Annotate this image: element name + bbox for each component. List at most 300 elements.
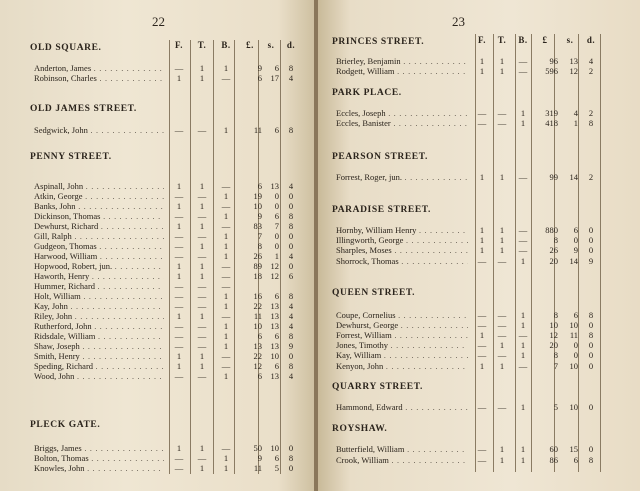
cell-s: 0 — [573, 340, 578, 350]
resident-name: Shorrock, Thomas . . . — [336, 256, 468, 267]
cell-f: — — [174, 291, 184, 301]
cell-b: 1 — [223, 321, 229, 331]
cell-b: — — [518, 56, 528, 66]
cell-s: 0 — [274, 231, 279, 241]
cell-d: 0 — [288, 463, 294, 473]
table-row — [0, 201, 316, 211]
cell-f: 1 — [176, 73, 182, 83]
cell-d: 8 — [288, 291, 294, 301]
cell-d: 0 — [588, 361, 594, 371]
resident-name: Anderton, James . . . — [34, 63, 164, 74]
cell-f: — — [174, 341, 184, 351]
cell-b: — — [221, 201, 231, 211]
cell-t: 1 — [199, 361, 205, 371]
cell-s: 1 — [274, 251, 279, 261]
cell-t: 1 — [199, 201, 205, 211]
cell-l: 880 — [545, 225, 558, 235]
section-title: PRINCES STREET. — [332, 37, 425, 47]
resident-name: Harwood, William . . . — [34, 251, 164, 262]
cell-f: 1 — [479, 225, 485, 235]
resident-name: Dickinson, Thomas . . . — [34, 211, 164, 222]
cell-l: 22 — [253, 351, 262, 361]
cell-t: — — [197, 453, 207, 463]
cell-l: 10 — [549, 320, 558, 330]
cell-l: 6 — [257, 331, 262, 341]
cell-t: — — [197, 341, 207, 351]
table-row — [0, 291, 316, 301]
cell-s: 0 — [274, 201, 279, 211]
table-row — [0, 341, 316, 351]
cell-l: 6 — [257, 371, 262, 381]
table-row — [0, 125, 316, 135]
cell-d: 9 — [588, 256, 594, 266]
table-row — [0, 301, 316, 311]
cell-s: 14 — [569, 172, 578, 182]
cell-l: 9 — [257, 211, 262, 221]
cell-b: 1 — [520, 320, 526, 330]
section-title: OLD SQUARE. — [30, 43, 102, 53]
cell-t: 1 — [499, 56, 505, 66]
cell-f: 1 — [176, 201, 182, 211]
cell-d: 8 — [288, 221, 294, 231]
cell-b: 1 — [520, 455, 526, 465]
cell-f: — — [477, 350, 487, 360]
table-row — [0, 463, 316, 473]
cell-f: 1 — [176, 261, 182, 271]
cell-t: — — [197, 301, 207, 311]
cell-f: 1 — [176, 361, 182, 371]
table-row — [0, 331, 316, 341]
cell-f: — — [174, 125, 184, 135]
section-title: OLD JAMES STREET. — [30, 104, 137, 114]
cell-b: 1 — [223, 453, 229, 463]
cell-d: 8 — [288, 331, 294, 341]
cell-s: 9 — [573, 245, 578, 255]
cell-t: — — [197, 125, 207, 135]
cell-l: 7 — [553, 361, 558, 371]
cell-f: 1 — [479, 56, 485, 66]
cell-s: 13 — [270, 181, 279, 191]
cell-l: 11 — [253, 311, 262, 321]
cell-b: 1 — [223, 241, 229, 251]
table-row — [0, 311, 316, 321]
table-row — [0, 211, 316, 221]
resident-name: Illingworth, George . . . — [336, 235, 468, 246]
cell-f: — — [174, 453, 184, 463]
cell-d: 8 — [288, 63, 294, 73]
cell-l: 6 — [257, 181, 262, 191]
cell-s: 10 — [270, 351, 279, 361]
cell-d: 0 — [588, 402, 594, 412]
cell-l: 12 — [253, 361, 262, 371]
cell-d: 8 — [288, 125, 294, 135]
resident-name: Jones, Timothy . . . — [336, 340, 468, 351]
cell-l: 10 — [253, 201, 262, 211]
cell-d: 4 — [288, 73, 294, 83]
cell-l: 418 — [545, 118, 558, 128]
cell-f: 1 — [479, 235, 485, 245]
cell-s: 6 — [274, 331, 279, 341]
resident-name: Butterfield, William . . . — [336, 444, 468, 455]
cell-l: 8 — [553, 350, 558, 360]
resident-name: Kenyon, John . . . — [336, 361, 468, 372]
table-row — [318, 108, 640, 118]
cell-b: 1 — [223, 291, 229, 301]
section-title: PLECK GATE. — [30, 420, 101, 430]
cell-f: — — [477, 402, 487, 412]
cell-f: 1 — [176, 311, 182, 321]
cell-f: 1 — [479, 172, 485, 182]
cell-b: 1 — [223, 211, 229, 221]
cell-d: 4 — [288, 321, 294, 331]
table-row — [318, 256, 640, 266]
cell-s: 6 — [274, 63, 279, 73]
section-title: QUARRY STREET. — [332, 382, 423, 392]
cell-d: 2 — [588, 108, 594, 118]
cell-l: 11 — [253, 125, 262, 135]
section-title: ROYSHAW. — [332, 424, 388, 434]
cell-d: 0 — [588, 444, 594, 454]
cell-d: 2 — [588, 66, 594, 76]
resident-name: Robinson, Charles . . . — [34, 73, 164, 84]
cell-t: 1 — [199, 241, 205, 251]
cell-f: — — [477, 320, 487, 330]
cell-b: 1 — [223, 251, 229, 261]
cell-t: — — [197, 371, 207, 381]
resident-name: Wood, John . . . — [34, 371, 164, 382]
resident-name: Bolton, Thomas . . . — [34, 453, 164, 464]
cell-d: 8 — [288, 361, 294, 371]
table-row — [318, 235, 640, 245]
table-row — [0, 371, 316, 381]
cell-b: 1 — [223, 371, 229, 381]
cell-t: — — [497, 118, 507, 128]
cell-b: 1 — [223, 301, 229, 311]
resident-name: Kay, John . . . — [34, 301, 164, 312]
cell-b: 1 — [520, 256, 526, 266]
section-title: PARADISE STREET. — [332, 205, 431, 215]
cell-d: 0 — [588, 350, 594, 360]
table-row — [0, 361, 316, 371]
table-row — [318, 320, 640, 330]
cell-f: — — [174, 231, 184, 241]
cell-s: 0 — [274, 241, 279, 251]
resident-name: Eccles, Banister . . . — [336, 118, 468, 129]
cell-t: 1 — [199, 311, 205, 321]
section-title: PARK PLACE. — [332, 88, 402, 98]
cell-b: 1 — [520, 350, 526, 360]
cell-l: 319 — [545, 108, 558, 118]
cell-s: 0 — [274, 191, 279, 201]
resident-name: Haworth, Henry . . . — [34, 271, 164, 282]
cell-t: 1 — [199, 63, 205, 73]
cell-l: 83 — [253, 221, 262, 231]
cell-t: 1 — [499, 225, 505, 235]
column-header-d: d. — [586, 35, 596, 45]
cell-f: 1 — [176, 271, 182, 281]
table-row — [0, 63, 316, 73]
cell-l: 26 — [549, 245, 558, 255]
cell-t: 1 — [499, 245, 505, 255]
table-row — [0, 73, 316, 83]
cell-s: 12 — [569, 66, 578, 76]
cell-l: 96 — [549, 56, 558, 66]
cell-b: — — [518, 245, 528, 255]
resident-name: Sedgwick, John . . . — [34, 125, 164, 136]
table-row — [0, 453, 316, 463]
cell-l: 13 — [253, 341, 262, 351]
cell-f: — — [477, 340, 487, 350]
table-row — [318, 361, 640, 371]
resident-name: Hopwood, Robert, jun. . . . — [34, 261, 164, 272]
resident-name: Eccles, Joseph . . . — [336, 108, 468, 119]
cell-f: — — [477, 118, 487, 128]
cell-l: 20 — [549, 340, 558, 350]
cell-f: — — [477, 108, 487, 118]
cell-t: 1 — [199, 271, 205, 281]
cell-s: 0 — [573, 235, 578, 245]
cell-s: 1 — [573, 118, 578, 128]
table-row — [318, 66, 640, 76]
cell-b: — — [221, 361, 231, 371]
cell-t: 1 — [199, 261, 205, 271]
cell-f: — — [174, 63, 184, 73]
cell-d: 2 — [588, 172, 594, 182]
table-row — [0, 281, 316, 291]
cell-t: 1 — [499, 66, 505, 76]
cell-d: 0 — [588, 225, 594, 235]
cell-s: 5 — [274, 463, 279, 473]
resident-name: Riley, John . . . — [34, 311, 164, 322]
cell-t: 1 — [199, 181, 205, 191]
cell-t: — — [197, 211, 207, 221]
cell-b: 1 — [223, 341, 229, 351]
cell-d: 9 — [288, 341, 294, 351]
cell-l: 596 — [545, 66, 558, 76]
resident-name: Briggs, James . . . — [34, 443, 164, 454]
cell-d: 4 — [288, 301, 294, 311]
cell-l: 50 — [253, 443, 262, 453]
cell-l: 6 — [257, 73, 262, 83]
cell-t: 1 — [199, 463, 205, 473]
resident-name: Smith, Henry . . . — [34, 351, 164, 362]
cell-l: 7 — [257, 231, 262, 241]
cell-d: 0 — [288, 261, 294, 271]
cell-t: 1 — [199, 443, 205, 453]
cell-f: — — [174, 251, 184, 261]
cell-s: 13 — [270, 301, 279, 311]
cell-d: 0 — [588, 320, 594, 330]
cell-s: 13 — [270, 371, 279, 381]
cell-d: 0 — [288, 231, 294, 241]
cell-l: 19 — [253, 191, 262, 201]
cell-t: — — [197, 231, 207, 241]
cell-b: — — [518, 172, 528, 182]
cell-t: — — [197, 291, 207, 301]
table-row — [0, 251, 316, 261]
cell-t: 1 — [499, 235, 505, 245]
cell-t: — — [497, 330, 507, 340]
cell-l: 99 — [549, 172, 558, 182]
column-header-f: F. — [175, 40, 183, 50]
cell-s: 13 — [569, 56, 578, 66]
cell-t: 1 — [199, 73, 205, 83]
table-row — [318, 118, 640, 128]
cell-t: 1 — [499, 172, 505, 182]
cell-b: — — [518, 330, 528, 340]
table-row — [0, 321, 316, 331]
cell-d: 6 — [288, 271, 294, 281]
cell-t: 1 — [499, 361, 505, 371]
section-title: QUEEN STREET. — [332, 288, 416, 298]
column-header-l: £. — [246, 40, 254, 50]
cell-l: 22 — [253, 301, 262, 311]
cell-t: 1 — [199, 221, 205, 231]
resident-name: Ridsdale, William . . . — [34, 331, 164, 342]
cell-d: 8 — [288, 453, 294, 463]
resident-name: Knowles, John . . . — [34, 463, 164, 474]
cell-b: — — [221, 181, 231, 191]
cell-f: — — [174, 321, 184, 331]
table-row — [318, 444, 640, 454]
cell-f: — — [477, 444, 487, 454]
cell-f: — — [477, 310, 487, 320]
cell-f: — — [477, 455, 487, 465]
cell-t: 1 — [499, 444, 505, 454]
table-row — [318, 56, 640, 66]
cell-f: — — [174, 211, 184, 221]
resident-name: Forrest, William . . . — [336, 330, 468, 341]
column-header-l: £ — [542, 35, 548, 45]
resident-name: Sharples, Moses . . . — [336, 245, 468, 256]
cell-d: 8 — [588, 310, 594, 320]
cell-t: — — [197, 321, 207, 331]
cell-l: 89 — [253, 261, 262, 271]
cell-b: — — [221, 351, 231, 361]
cell-b: 1 — [520, 444, 526, 454]
cell-l: 12 — [549, 330, 558, 340]
resident-name: Dewhurst, Richard . . . — [34, 221, 164, 232]
table-row — [0, 271, 316, 281]
resident-name: Aspinall, John . . . — [34, 181, 164, 192]
cell-l: 8 — [257, 241, 262, 251]
cell-s: 7 — [274, 221, 279, 231]
cell-b: 1 — [223, 191, 229, 201]
cell-s: 12 — [270, 261, 279, 271]
cell-l: 20 — [549, 256, 558, 266]
page-number: 23 — [452, 14, 465, 29]
cell-s: 13 — [270, 321, 279, 331]
cell-b: 1 — [223, 63, 229, 73]
cell-t: — — [497, 108, 507, 118]
cell-s: 6 — [274, 453, 279, 463]
cell-d: 0 — [288, 443, 294, 453]
cell-l: 18 — [253, 271, 262, 281]
cell-f: 1 — [479, 330, 485, 340]
cell-t: — — [197, 191, 207, 201]
cell-s: 6 — [274, 125, 279, 135]
table-row — [318, 310, 640, 320]
cell-f: — — [174, 281, 184, 291]
cell-l: 10 — [253, 321, 262, 331]
cell-d: 4 — [288, 181, 294, 191]
cell-s: 6 — [274, 211, 279, 221]
cell-d: 8 — [588, 118, 594, 128]
cell-b: — — [518, 225, 528, 235]
resident-name: Atkin, George . . . — [34, 191, 164, 202]
cell-f: 1 — [176, 443, 182, 453]
cell-s: 11 — [569, 330, 578, 340]
cell-d: 4 — [288, 311, 294, 321]
cell-f: — — [174, 331, 184, 341]
left-page — [0, 0, 316, 491]
cell-b: — — [221, 281, 231, 291]
cell-f: — — [174, 241, 184, 251]
table-row — [318, 350, 640, 360]
column-header-f: F. — [478, 35, 486, 45]
table-row — [318, 402, 640, 412]
cell-t: — — [497, 350, 507, 360]
cell-b: 1 — [520, 118, 526, 128]
resident-name: Coupe, Cornelius . . . — [336, 310, 468, 321]
cell-s: 6 — [274, 291, 279, 301]
cell-b: 1 — [223, 125, 229, 135]
cell-d: 0 — [288, 241, 294, 251]
column-header-b: B. — [518, 35, 528, 45]
cell-d: 8 — [588, 330, 594, 340]
cell-l: 5 — [553, 402, 558, 412]
cell-s: 10 — [569, 361, 578, 371]
cell-s: 17 — [270, 73, 279, 83]
cell-l: 9 — [257, 453, 262, 463]
column-header-t: T. — [197, 40, 207, 50]
section-title: PENNY STREET. — [30, 152, 112, 162]
table-row — [318, 245, 640, 255]
cell-d: 0 — [588, 235, 594, 245]
resident-name: Rutherford, John . . . — [34, 321, 164, 332]
cell-s: 14 — [569, 256, 578, 266]
cell-t: — — [497, 320, 507, 330]
table-row — [0, 231, 316, 241]
cell-t: — — [197, 331, 207, 341]
cell-f: — — [174, 191, 184, 201]
column-header-b: B. — [221, 40, 231, 50]
table-row — [318, 455, 640, 465]
cell-f: — — [174, 463, 184, 473]
cell-b: — — [221, 271, 231, 281]
cell-f: 1 — [479, 66, 485, 76]
cell-b: 1 — [520, 310, 526, 320]
resident-name: Banks, John . . . — [34, 201, 164, 212]
cell-s: 6 — [573, 310, 578, 320]
cell-d: 4 — [288, 251, 294, 261]
cell-l: 16 — [253, 291, 262, 301]
table-row — [318, 330, 640, 340]
cell-s: 6 — [274, 361, 279, 371]
resident-name: Crook, William . . . — [336, 455, 468, 466]
table-row — [0, 443, 316, 453]
cell-b: 1 — [520, 340, 526, 350]
cell-s: 13 — [270, 311, 279, 321]
right-page — [318, 0, 640, 491]
cell-s: 13 — [270, 341, 279, 351]
cell-d: 0 — [288, 201, 294, 211]
cell-b: — — [518, 361, 528, 371]
cell-s: 6 — [573, 455, 578, 465]
cell-b: — — [221, 73, 231, 83]
resident-name: Hummer, Richard . . . — [34, 281, 164, 292]
cell-s: 15 — [569, 444, 578, 454]
